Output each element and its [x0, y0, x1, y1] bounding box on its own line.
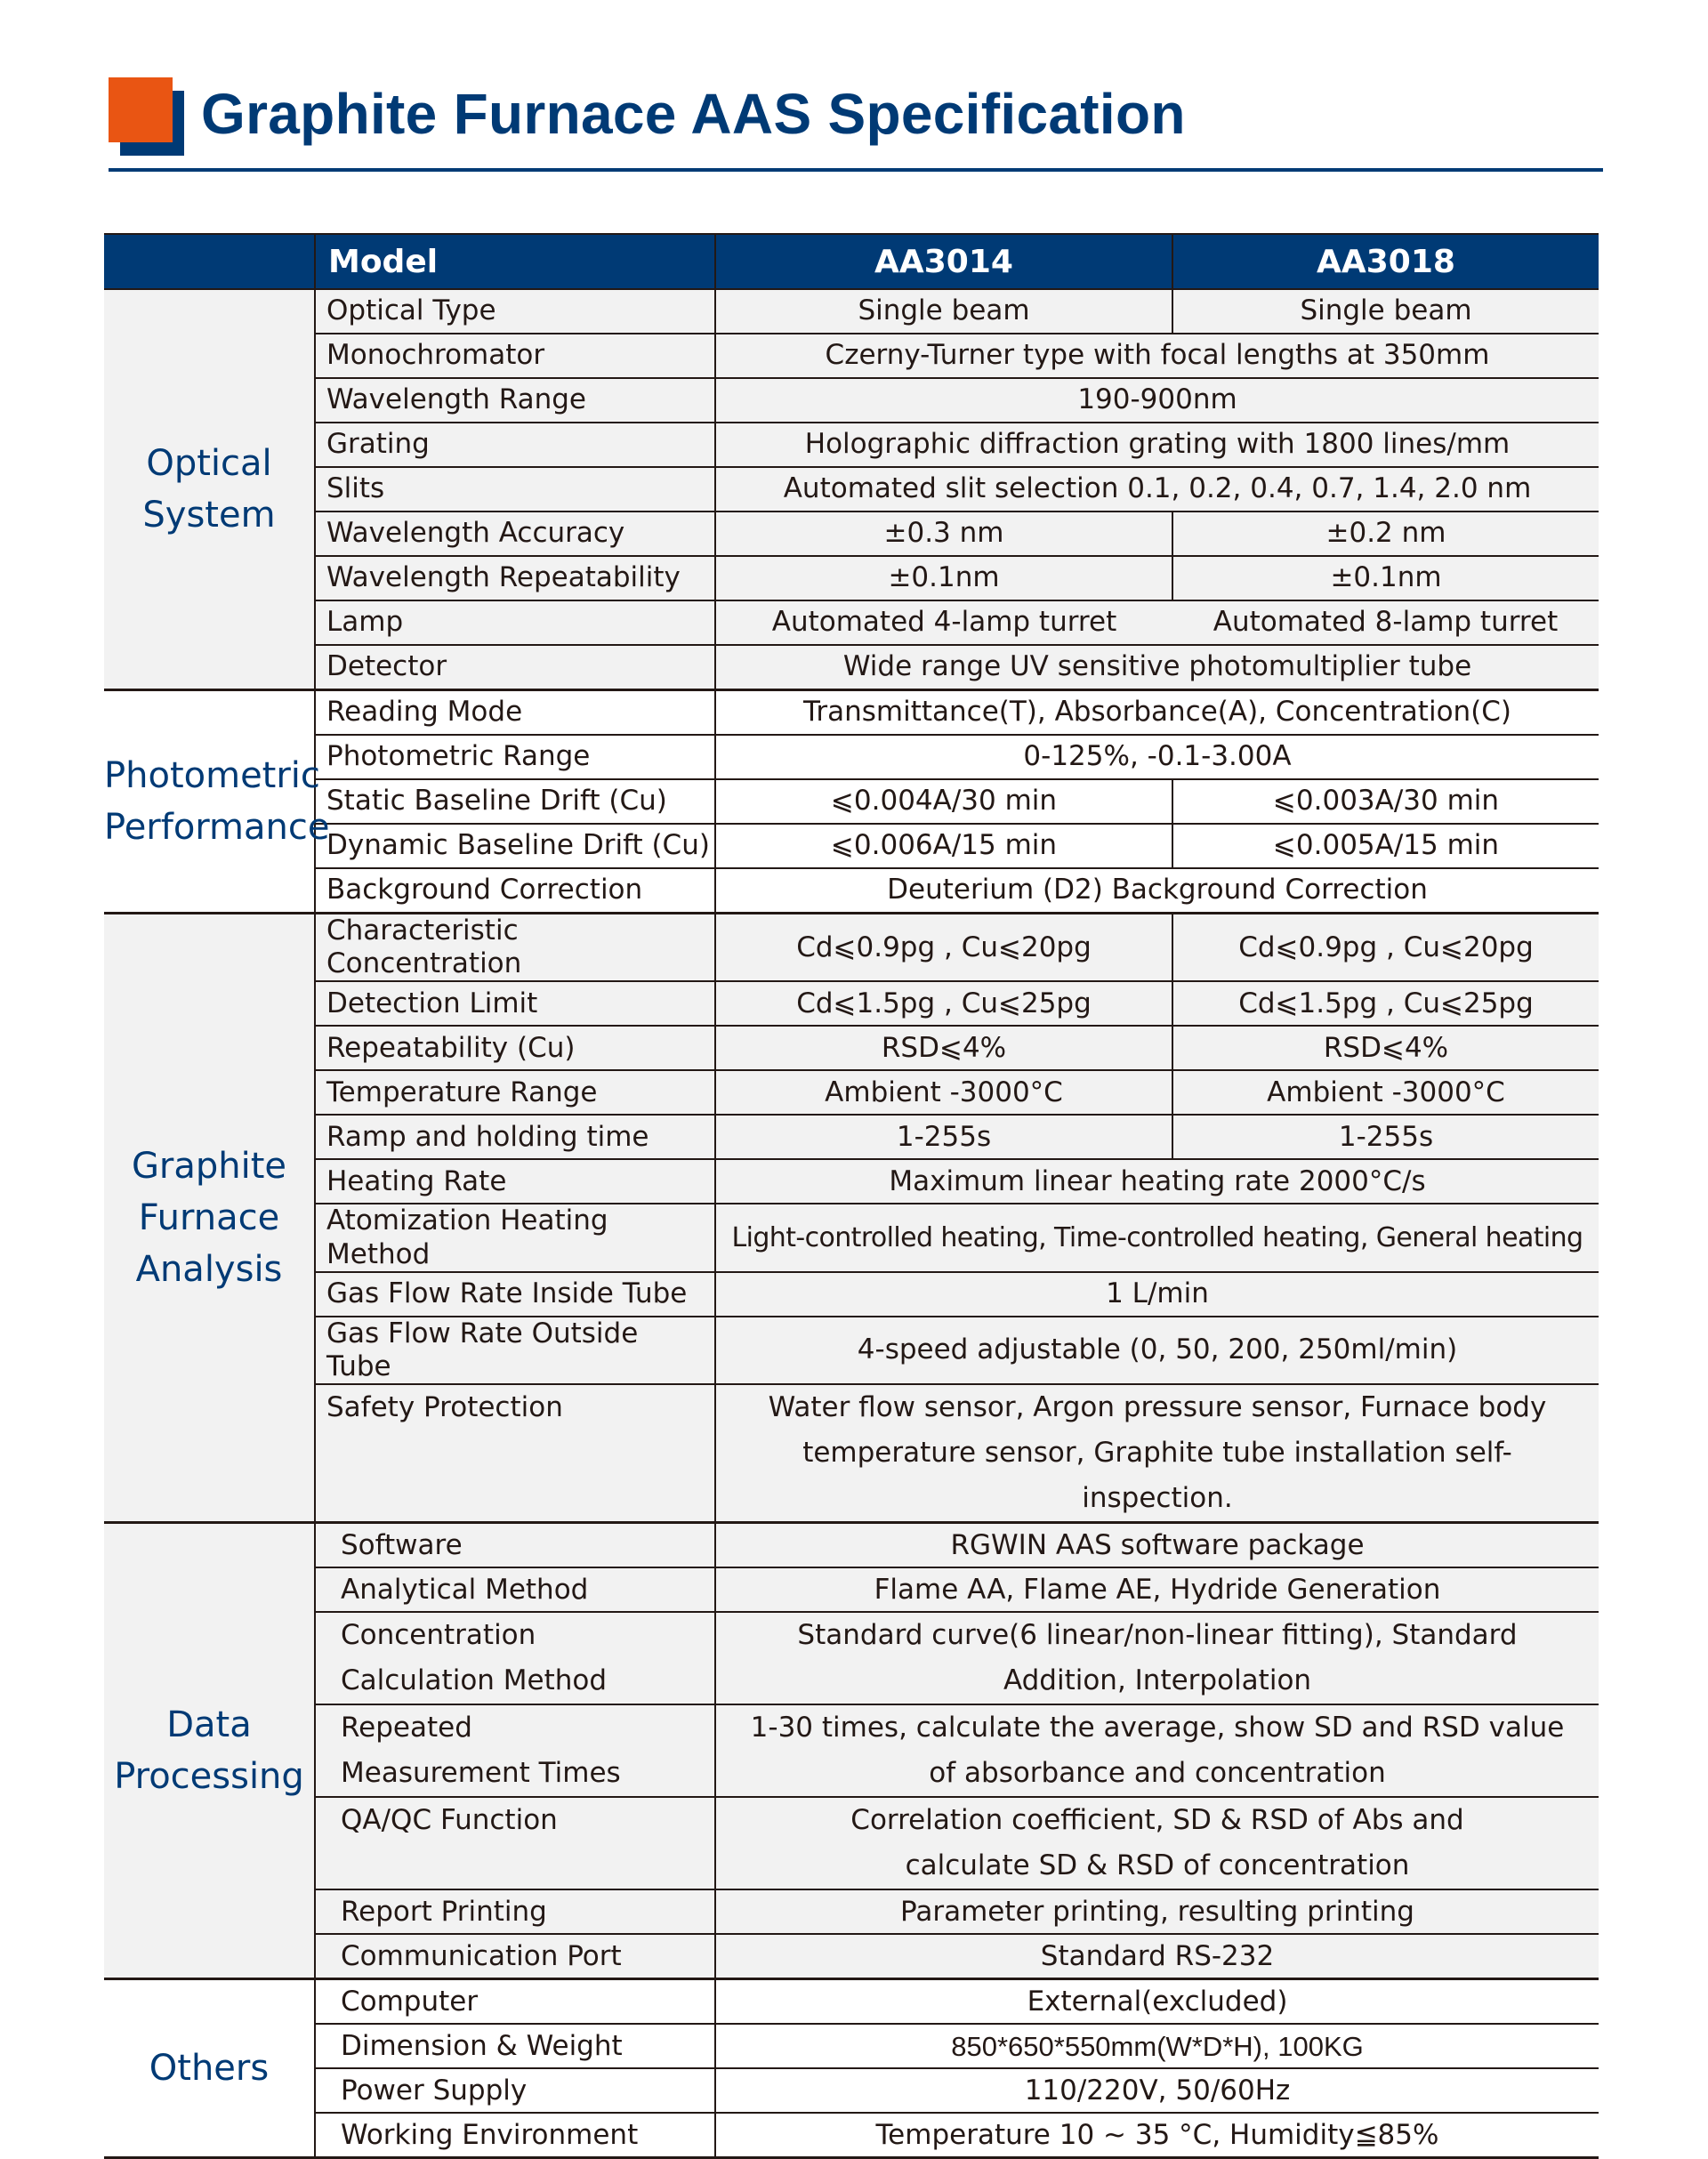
header-blank — [104, 234, 315, 289]
param-label: Power Supply — [315, 2068, 715, 2113]
table-row — [104, 1523, 1599, 1568]
value-shared: Standard curve(6 linear/non-linear fitting), Standard Addition, Interpolation — [715, 1612, 1599, 1704]
param-label: Optical Type — [315, 289, 715, 334]
value-shared: 1 L/min — [715, 1272, 1599, 1317]
table-row — [104, 1272, 1599, 1317]
param-label: Ramp and holding time — [315, 1115, 715, 1159]
param-label: Gas Flow Rate Inside Tube — [315, 1272, 715, 1317]
value-shared: 110/220V, 50/60Hz — [715, 2068, 1599, 2113]
param-label: Dimension & Weight — [315, 2024, 715, 2068]
param-label: Wavelength Repeatability — [315, 556, 715, 600]
param-label: Reading Mode — [315, 690, 715, 736]
table-row — [104, 600, 1599, 645]
value-shared: Wide range UV sensitive photomultiplier tube — [715, 645, 1599, 690]
value-shared: 0-125%, -0.1-3.00A — [715, 735, 1599, 779]
category-label: Others — [104, 1979, 315, 2158]
table-row — [104, 378, 1599, 423]
table-row — [104, 289, 1599, 334]
param-label: Background Correction — [315, 868, 715, 914]
value-shared: Automated slit selection 0.1, 0.2, 0.4, 0.7, 1.4, 2.0 nm — [715, 467, 1599, 512]
table-row — [104, 868, 1599, 914]
category-label: Data Processing — [104, 1523, 315, 1979]
param-label: Safety Protection — [315, 1384, 715, 1523]
table-row — [104, 1934, 1599, 1979]
param-label: Detector — [315, 645, 715, 690]
value-aa3018: Single beam — [1172, 289, 1599, 334]
value-aa3014: RSD⩽4% — [715, 1026, 1172, 1070]
param-label: Concentration Calculation Method — [315, 1612, 715, 1704]
value-aa3014: Cd⩽1.5pg , Cu⩽25pg — [715, 981, 1172, 1026]
section-graphite-furnace-analysis — [104, 914, 1599, 1523]
value-shared: Maximum linear heating rate 2000°C/s — [715, 1159, 1599, 1204]
param-label: Temperature Range — [315, 1070, 715, 1115]
value-aa3018: Ambient -3000°C — [1172, 1070, 1599, 1115]
value-shared: Water flow sensor, Argon pressure sensor, Furnace body temperature sensor, Graphite tube installation self-inspection. — [715, 1384, 1599, 1523]
category-label: Photometric Performance — [104, 690, 315, 914]
value-shared: 850*650*550mm(W*D*H), 100KG — [715, 2024, 1599, 2068]
param-label: Characteristic Concentration — [315, 914, 715, 982]
table-row — [104, 1070, 1599, 1115]
value-shared: Czerny-Turner type with focal lengths at 350mm — [715, 334, 1599, 378]
table-row — [104, 1317, 1599, 1384]
value-shared: Light-controlled heating, Time-controlled heating, General heating — [715, 1204, 1599, 1271]
value-shared: External(excluded) — [715, 1979, 1599, 2025]
table-row — [104, 1115, 1599, 1159]
param-label: Repeated Measurement Times — [315, 1704, 715, 1797]
value-aa3014: 1-255s — [715, 1115, 1172, 1159]
section-photometric-performance — [104, 690, 1599, 914]
param-label: Repeatability (Cu) — [315, 1026, 715, 1070]
value-aa3018: RSD⩽4% — [1172, 1026, 1599, 1070]
table-row — [104, 2068, 1599, 2113]
header-aa3018: AA3018 — [1172, 234, 1599, 289]
value-aa3014: Cd⩽0.9pg , Cu⩽20pg — [715, 914, 1172, 982]
page-title: Graphite Furnace AAS Specification — [201, 82, 1186, 146]
value-shared: Correlation coefficient, SD & RSD of Abs and calculate SD & RSD of concentration — [715, 1797, 1599, 1889]
table-row — [104, 1204, 1599, 1271]
value-shared: Parameter printing, resulting printing — [715, 1889, 1599, 1934]
table-row — [104, 556, 1599, 600]
table-row — [104, 1704, 1599, 1797]
table-row — [104, 779, 1599, 824]
value-shared: Temperature 10 ~ 35 °C, Humidity≦85% — [715, 2113, 1599, 2158]
value-shared: 190-900nm — [715, 378, 1599, 423]
value-aa3018: Automated 8-lamp turret — [1172, 600, 1599, 645]
value-aa3018: ±0.1nm — [1172, 556, 1599, 600]
value-aa3018: ⩽0.003A/30 min — [1172, 779, 1599, 824]
param-label: Communication Port — [315, 1934, 715, 1979]
value-aa3018: Cd⩽1.5pg , Cu⩽25pg — [1172, 981, 1599, 1026]
table-row — [104, 334, 1599, 378]
param-label: Wavelength Accuracy — [315, 512, 715, 556]
table-row — [104, 1567, 1599, 1612]
table-row — [104, 467, 1599, 512]
value-aa3014: ±0.3 nm — [715, 512, 1172, 556]
value-aa3018: ⩽0.005A/15 min — [1172, 824, 1599, 868]
table-row — [104, 981, 1599, 1026]
value-shared: Transmittance(T), Absorbance(A), Concentration(C) — [715, 690, 1599, 736]
logo-orange-square — [109, 77, 173, 142]
param-label: Heating Rate — [315, 1159, 715, 1204]
table-row — [104, 1026, 1599, 1070]
value-aa3018: Cd⩽0.9pg , Cu⩽20pg — [1172, 914, 1599, 982]
param-label: Photometric Range — [315, 735, 715, 779]
table-row — [104, 1889, 1599, 1934]
param-label: Working Environment — [315, 2113, 715, 2158]
section-data-processing — [104, 1523, 1599, 1979]
section-others — [104, 1979, 1599, 2158]
category-label: Graphite Furnace Analysis — [104, 914, 315, 1523]
table-row — [104, 512, 1599, 556]
table-row — [104, 2024, 1599, 2068]
table-row — [104, 423, 1599, 467]
value-aa3014: Single beam — [715, 289, 1172, 334]
value-shared: Standard RS-232 — [715, 1934, 1599, 1979]
table-row — [104, 1797, 1599, 1889]
param-label: Software — [315, 1523, 715, 1568]
param-label: Dynamic Baseline Drift (Cu) — [315, 824, 715, 868]
title-underline — [109, 168, 1603, 172]
param-label: Computer — [315, 1979, 715, 2025]
spec-table — [104, 233, 1599, 2159]
param-label: Static Baseline Drift (Cu) — [315, 779, 715, 824]
table-row — [104, 824, 1599, 868]
value-aa3014: ⩽0.006A/15 min — [715, 824, 1172, 868]
table-row — [104, 735, 1599, 779]
param-label: Wavelength Range — [315, 378, 715, 423]
value-aa3014: Ambient -3000°C — [715, 1070, 1172, 1115]
table-row — [104, 690, 1599, 736]
value-aa3018: 1-255s — [1172, 1115, 1599, 1159]
table-row — [104, 1384, 1599, 1523]
param-label: Grating — [315, 423, 715, 467]
param-label: Atomization Heating Method — [315, 1204, 715, 1271]
table-row — [104, 1612, 1599, 1704]
value-aa3018: ±0.2 nm — [1172, 512, 1599, 556]
table-row — [104, 2113, 1599, 2158]
value-aa3014: Automated 4-lamp turret — [715, 600, 1172, 645]
param-label: QA/QC Function — [315, 1797, 715, 1889]
param-label: Slits — [315, 467, 715, 512]
category-label: Optical System — [104, 289, 315, 690]
value-aa3014: ⩽0.004A/30 min — [715, 779, 1172, 824]
table-header — [104, 234, 1599, 289]
param-label: Report Printing — [315, 1889, 715, 1934]
header-model: Model — [315, 234, 715, 289]
value-shared: 4-speed adjustable (0, 50, 200, 250ml/min) — [715, 1317, 1599, 1384]
header-aa3014: AA3014 — [715, 234, 1172, 289]
value-shared: Flame AA, Flame AE, Hydride Generation — [715, 1567, 1599, 1612]
param-label: Analytical Method — [315, 1567, 715, 1612]
value-shared: Holographic diffraction grating with 1800 lines/mm — [715, 423, 1599, 467]
param-label: Detection Limit — [315, 981, 715, 1026]
value-aa3014: ±0.1nm — [715, 556, 1172, 600]
param-label: Gas Flow Rate Outside Tube — [315, 1317, 715, 1384]
param-label: Lamp — [315, 600, 715, 645]
section-optical-system — [104, 289, 1599, 690]
value-shared: 1-30 times, calculate the average, show SD and RSD value of absorbance and concentration — [715, 1704, 1599, 1797]
table-row — [104, 914, 1599, 982]
value-shared: RGWIN AAS software package — [715, 1523, 1599, 1568]
table-row — [104, 645, 1599, 690]
param-label: Monochromator — [315, 334, 715, 378]
table-row — [104, 1979, 1599, 2025]
table-row — [104, 1159, 1599, 1204]
value-shared: Deuterium (D2) Background Correction — [715, 868, 1599, 914]
